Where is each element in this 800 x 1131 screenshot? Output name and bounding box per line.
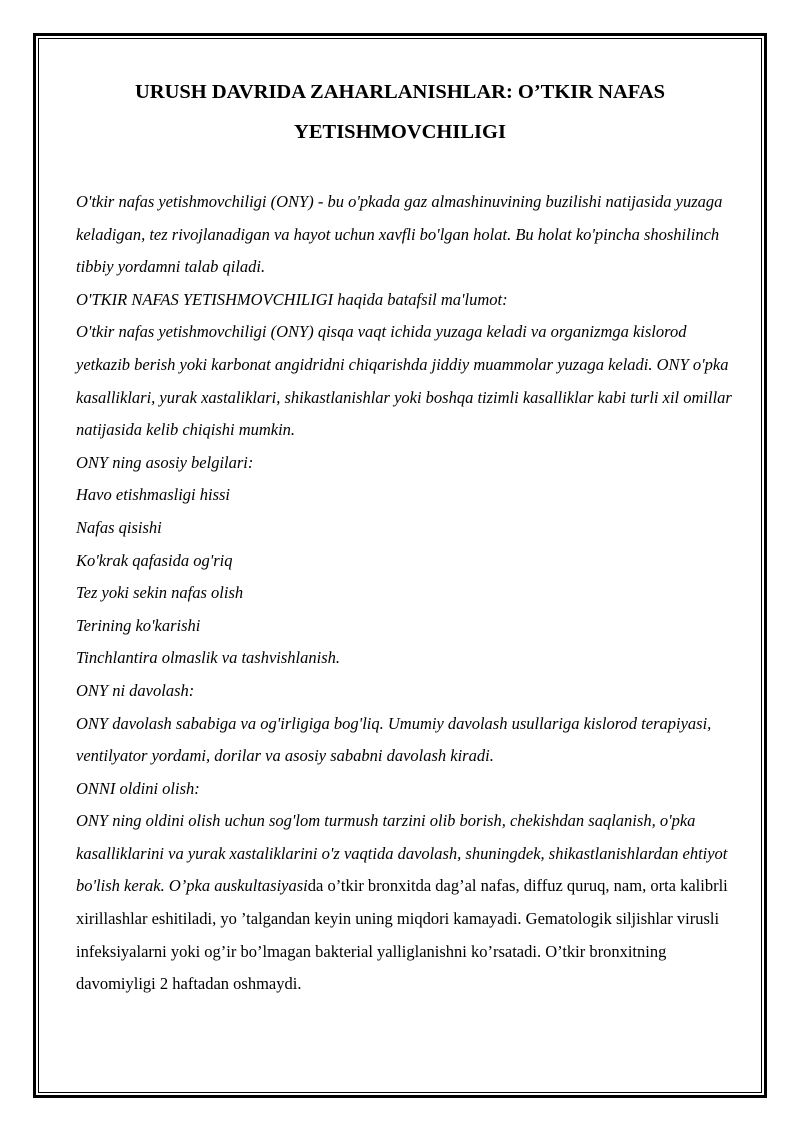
prevention-text-italic: ONY ning oldini olish uchun sog'lom turmush tarzini olib borish, chekishdan saqlanish, o'pka kasalliklarini va yurak xastaliklarini o'z vaqtida davolash, shuningdek, shikastlanishlardan ehtiyot bo'lish kerak. O’pka auskultasiyasi <box>76 811 728 896</box>
auscultation-text: da o’tkir bronxitda dag’al nafas, diffuz quruq, nam, orta kalibrli xirillashlar eshitiladi, yo ’talgandan keyin uning miqdori kamayadi. Gematologik siljishlar virusli infeksiyalarni yoki og’ir bo’lmagan bakterial yalliglanishni ko’rsatadi. O’tkir bronxitning davomiyligi 2 haftadan oshmaydi. <box>76 876 728 994</box>
symptom-item: Nafas qisishi <box>76 517 162 537</box>
symptom-item: Tinchlantira olmaslik va tashvishlanish. <box>76 648 341 668</box>
treatment-paragraph: ONY davolash sababiga va og'irligiga bog'liq. Umumiy davolash usullariga kislorod terapiyasi, ventilyator yordami, dorilar va asosiy sababni davolash kiradi. <box>76 713 712 766</box>
symptom-item: Havo etishmasligi hissi <box>76 485 231 505</box>
treatment-heading: ONY ni davolash: <box>76 680 195 700</box>
intro-paragraph: O'tkir nafas yetishmovchiligi (ONY) - bu o'pkada gaz almashinuvining buzilishi natijasida yuzaga keladigan, tez rivojlanadigan va hayot uchun xavfli bo'lgan holat. Bu holat ko'pincha shoshilinch tibbiy yordamni talab qiladi. <box>76 192 723 277</box>
prevention-paragraph <box>76 805 736 1001</box>
prevention-heading: ONNI oldini olish: <box>76 778 200 798</box>
symptoms-heading: ONY ning asosiy belgilari: <box>76 452 254 472</box>
details-heading: O'TKIR NAFAS YETISHMOVCHILIGI haqida batafsil ma'lumot: <box>76 289 508 309</box>
symptom-item: Tez yoki sekin nafas olish <box>76 583 244 603</box>
document-body <box>76 186 736 1001</box>
details-paragraph: O'tkir nafas yetishmovchiligi (ONY) qisqa vaqt ichida yuzaga keladi va organizmga kislorod yetkazib berish yoki karbonat angidridni chiqarishda jiddiy muammolar yuzaga keladi. ONY o'pka kasalliklari, yurak xastaliklari, shikastlanishlar yoki boshqa tizimli kasalliklar kabi turli xil omillar natijasida kelib chiqishi mumkin. <box>76 322 732 440</box>
document-title: URUSH DAVRIDA ZAHARLANISHLAR: O’TKIR NAFAS YETISHMOVCHILIGI <box>134 81 666 143</box>
symptom-item: Terining ko'karishi <box>76 615 201 635</box>
symptom-item: Ko'krak qafasida og'riq <box>76 550 233 570</box>
